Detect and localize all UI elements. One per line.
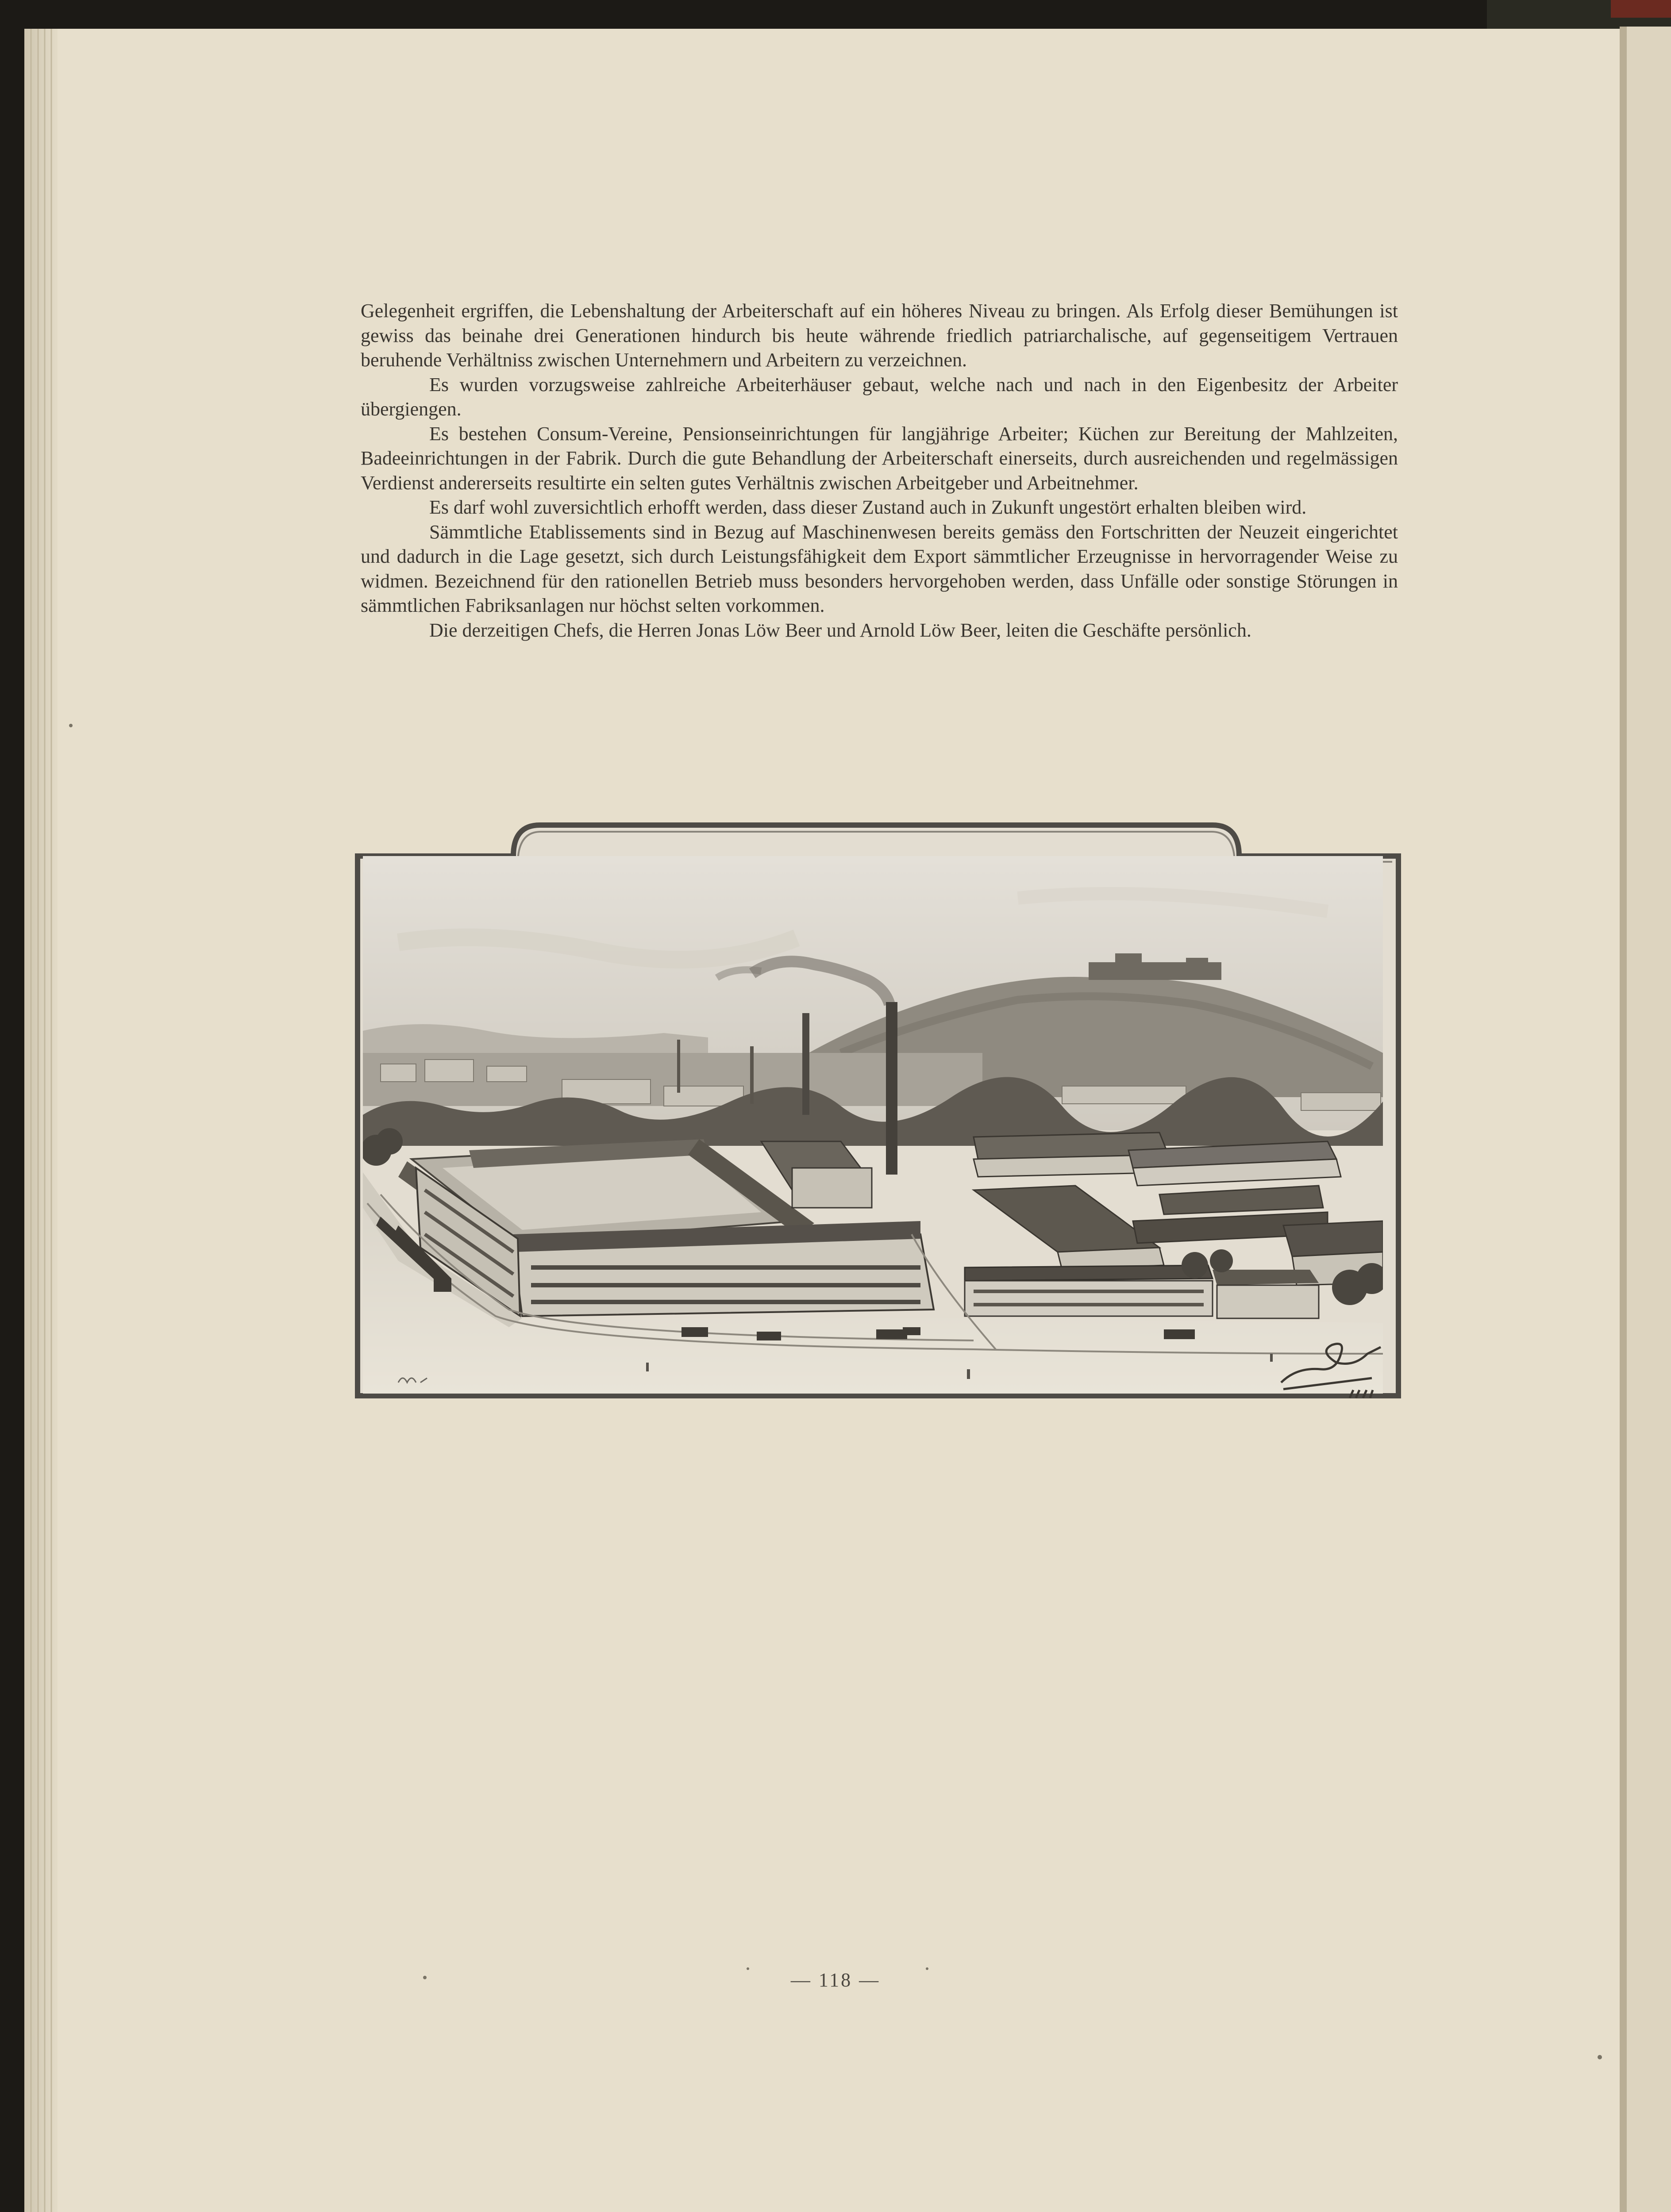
paragraph: Es wurden vorzugsweise zahlreiche Arbeiterhäuser gebaut, welche nach und nach in den Eigenbesitz der Arbeiter übergiengen.	[361, 373, 1398, 420]
second-chimney	[802, 1013, 809, 1115]
factory-illustration	[358, 825, 1398, 1398]
paragraph: Die derzeitigen Chefs, die Herren Jonas Löw Beer und Arnold Löw Beer, leiten die Geschäfte persönlich.	[429, 619, 1251, 641]
paragraph: Gelegenheit ergriffen, die Lebenshaltung der Arbeiterschaft auf ein höheres Niveau zu bringen. Als Erfolg dieser Bemühungen ist gewiss das beinahe drei Generationen hindurch bis heute währende friedlich patriarchalische, auf gegenseitigem Vertrauen beruhende Verhältniss zwischen Unternehmern und Arbeitern zu verzeichnen.	[361, 300, 1398, 371]
paragraph: Es bestehen Consum-Vereine, Pensionseinrichtungen für langjährige Arbeiter; Küchen zur Bereitung der Mahlzeiten, Badeeinrichtungen in der Fabrik. Durch die gute Behandlung der Arbeiterschaft einerseits, durch ausreichenden und regelmässigen Verdienst andererseits resultirte ein selten gutes Verhältnis zwischen Arbeitgeber und Arbeitnehmer.	[361, 422, 1398, 494]
page-stack-edges	[24, 29, 58, 2212]
tall-chimney	[886, 1002, 897, 1175]
page-number: — 118 —	[790, 1969, 881, 1991]
paragraph: Sämmtliche Etablissements sind in Bezug auf Maschinenwesen bereits gemäss den Fortschritten der Neuzeit eingerichtet und dadurch in die Lage gesetzt, sich durch Leistungsfähigkeit dem Export sämmtlicher Erzeugnisse in hervorragender Weise zu widmen. Bezeichnend für den rationellen Betrieb muss besonders hervorgehoben werden, dass Unfälle oder sonstige Störungen in sämmtlichen Fabriksanlagen nur höchst selten vorkommen.	[361, 521, 1398, 616]
body-text	[361, 299, 1398, 642]
paragraph: Es darf wohl zuversichtlich erhofft werden, dass dieser Zustand auch in Zukunft ungestört erhalten bleiben wird.	[429, 496, 1307, 518]
next-page-edge	[1625, 27, 1671, 2212]
